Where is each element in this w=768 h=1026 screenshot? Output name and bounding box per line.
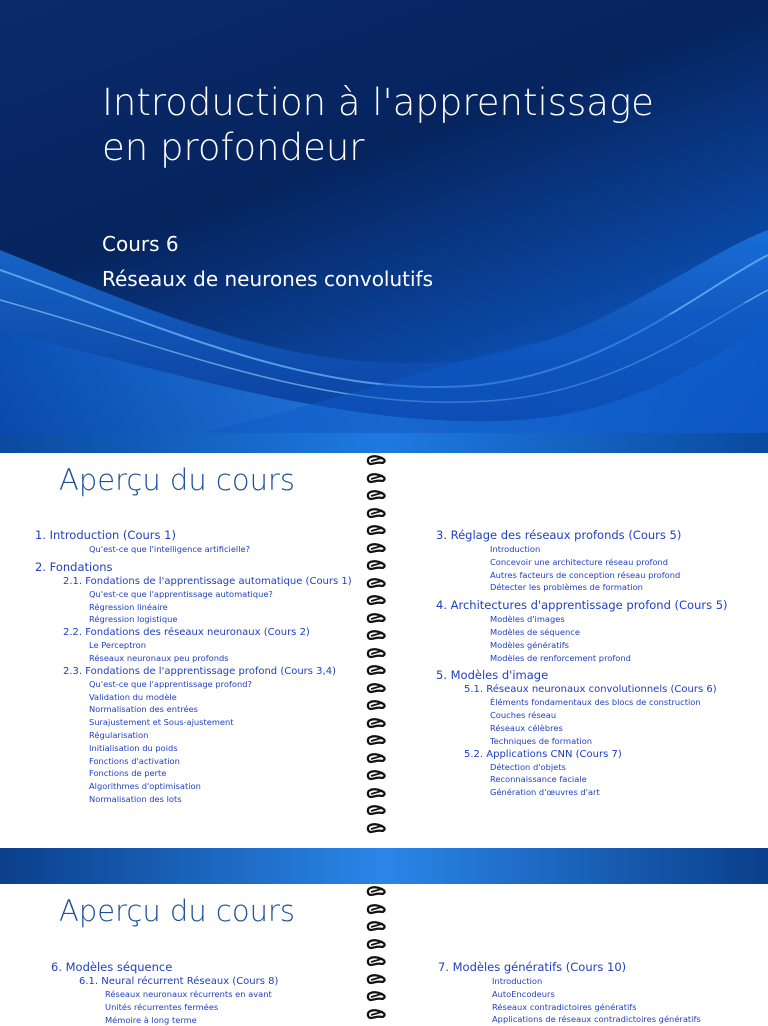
toc-topic: Introduction	[492, 976, 543, 986]
overview-heading: Aperçu du cours	[59, 894, 296, 928]
spiral-ring	[365, 921, 389, 933]
wave-background	[0, 0, 768, 433]
toc-topic: Éléments fondamentaux des blocs de construction	[490, 697, 701, 708]
spiral-ring	[365, 805, 389, 817]
toc-subsection: 5.2. Applications CNN (Cours 7)	[464, 748, 622, 760]
toc-topic: Régression linéaire	[89, 601, 168, 612]
toc-topic: Qu'est-ce que l'apprentissage profond?	[89, 678, 252, 689]
spiral-ring	[365, 630, 389, 642]
toc-topic: Réseaux neuronaux récurrents en avant	[105, 989, 272, 999]
overview-slide-2	[0, 884, 768, 1024]
toc-topic: Concevoir une architecture réseau profond	[490, 556, 669, 567]
toc-topic: Réseaux célèbres	[490, 722, 563, 733]
toc-topic: Modèles génératifs	[490, 639, 570, 650]
toc-left-column	[51, 960, 371, 1026]
toc-section: 2. Fondations	[35, 559, 113, 574]
slide-divider-strip	[0, 433, 768, 453]
spiral-ring	[365, 525, 389, 537]
toc-section: 1. Introduction (Cours 1)	[35, 528, 176, 542]
toc-topic: Génération d'œuvres d'art	[490, 787, 600, 798]
toc-topic: AutoEncodeurs	[492, 988, 555, 999]
toc-topic: Autres facteurs de conception réseau profond	[490, 569, 681, 580]
toc-topic: Fonctions d'activation	[89, 755, 180, 766]
spiral-ring	[365, 665, 389, 677]
spiral-ring	[365, 473, 389, 485]
spiral-ring	[365, 455, 389, 467]
overview-slide-1	[0, 453, 768, 848]
toc-topic: Qu'est-ce que l'apprentissage automatique?	[89, 588, 273, 599]
toc-topic: Régression logistique	[89, 614, 178, 625]
toc-section: 3. Réglage des réseaux profonds (Cours 5)	[436, 528, 682, 542]
spiral-ring	[365, 939, 389, 951]
toc-section: 7. Modèles génératifs (Cours 10)	[438, 960, 627, 974]
toc-topic: Surajustement et Sous-ajustement	[89, 717, 234, 728]
toc-subsection: 2.2. Fondations des réseaux neuronaux (Cours 2)	[63, 627, 310, 639]
spiral-ring	[365, 613, 389, 625]
toc-topic: Reconnaissance faciale	[490, 774, 587, 785]
spiral-ring	[365, 700, 389, 712]
spiral-ring	[365, 648, 389, 660]
toc-subsection: 6.1. Neural récurrent Réseaux (Cours 8)	[79, 976, 279, 987]
toc-topic: Réseaux neuronaux peu profonds	[89, 652, 229, 663]
spiral-ring	[365, 578, 389, 590]
presentation-title: Introduction à l'apprentissage en profondeur	[102, 81, 654, 169]
toc-topic: Algorithmes d'optimisation	[89, 781, 201, 792]
course-number: Cours 6	[102, 232, 179, 256]
spiral-ring	[365, 788, 389, 800]
toc-topic: Qu'est-ce que l'intelligence artificielle?	[89, 544, 251, 554]
toc-topic: Détection d'objets	[490, 761, 566, 772]
toc-topic: Modèles d'images	[490, 614, 565, 625]
spiral-ring	[365, 595, 389, 607]
toc-section: 5. Modèles d'image	[436, 668, 549, 683]
toc-left-column	[35, 528, 355, 806]
slide-divider-strip	[0, 848, 768, 884]
spiral-ring	[365, 823, 389, 835]
toc-subsection: 5.1. Réseaux neuronaux convolutionnels (Cours 6)	[464, 684, 717, 696]
toc-topic: Normalisation des entrées	[89, 704, 198, 715]
overview-heading: Aperçu du cours	[59, 463, 296, 497]
toc-topic: Détecter les problèmes de formation	[490, 582, 643, 593]
toc-topic: Modèles de renforcement profond	[490, 652, 631, 663]
toc-topic: Réseaux contradictoires génératifs	[492, 1001, 637, 1012]
toc-section: 6. Modèles séquence	[51, 960, 173, 974]
toc-topic: Fonctions de perte	[89, 768, 167, 779]
toc-topic: Modèles de séquence	[490, 626, 580, 637]
toc-topic: Régularisation	[89, 729, 149, 740]
toc-topic: Techniques de formation	[490, 735, 593, 746]
toc-topic: Validation du modèle	[89, 691, 177, 702]
toc-subsection: 2.1. Fondations de l'apprentissage automatique (Cours 1)	[63, 575, 352, 587]
spiral-ring	[365, 753, 389, 765]
spiral-ring	[365, 886, 389, 898]
toc-topic: Mémoire à long terme	[105, 1014, 197, 1025]
toc-subsection: 2.3. Fondations de l'apprentissage profond (Cours 3,4)	[63, 665, 336, 677]
toc-section: 4. Architectures d'apprentissage profond (Cours 5)	[436, 598, 728, 613]
spiral-ring	[365, 543, 389, 555]
toc-topic: Unités récurrentes fermées	[105, 1001, 219, 1012]
spiral-ring	[365, 735, 389, 747]
course-subtitle: Réseaux de neurones convolutifs	[102, 267, 434, 291]
toc-topic: Initialisation du poids	[89, 742, 178, 753]
spiral-ring	[365, 770, 389, 782]
spiral-ring	[365, 904, 389, 916]
toc-topic: Couches réseau	[490, 710, 557, 721]
spiral-binding	[365, 453, 389, 848]
toc-topic: Le Perceptron	[89, 640, 147, 651]
toc-topic: Applications de réseaux contradictoires génératifs	[492, 1014, 701, 1025]
toc-topic: Introduction	[490, 544, 541, 554]
spiral-ring	[365, 718, 389, 730]
toc-topic: Normalisation des lots	[89, 793, 182, 804]
spiral-ring	[365, 560, 389, 572]
spiral-ring	[365, 490, 389, 502]
toc-right-column	[438, 960, 763, 1026]
spiral-ring	[365, 508, 389, 520]
title-slide	[0, 0, 768, 433]
spiral-ring	[365, 683, 389, 695]
toc-right-column	[436, 528, 761, 799]
